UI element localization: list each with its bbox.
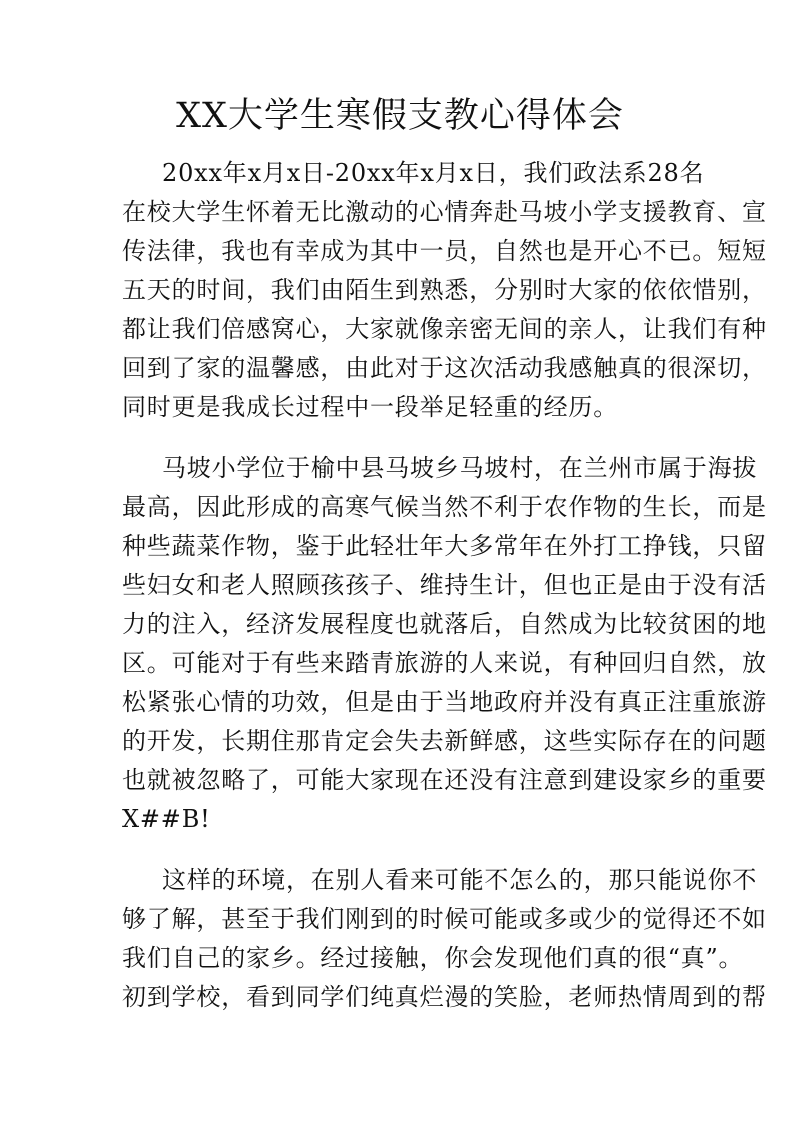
paragraph-3-line-1: 这样的环境，在别人看来可能不怎么的，那只能说你不 (162, 866, 758, 894)
paragraph-3-line-3: 我们自己的家乡。经过接触，你会发现他们真的很“真”。 (122, 944, 744, 972)
paragraph-2-line-2: 最高，因此形成的高寒气候当然不利于农作物的生长，而是 (122, 493, 767, 521)
paragraph-2-line-4: 些妇女和老人照顾孩孩子、维持生计，但也正是由于没有活 (122, 571, 767, 599)
paragraph-2-line-10: X##B! (122, 805, 211, 833)
paragraph-2-line-5: 力的注入，经济发展程度也就落后，自然成为比较贫困的地 (122, 610, 767, 638)
paragraph-1-line-7: 同时更是我成长过程中一段举足轻重的经历。 (122, 393, 618, 421)
paragraph-1-line-1: 20xx年x月x日-20xx年x月x日，我们政法系28名 (162, 159, 705, 187)
paragraph-3-line-2: 够了解，甚至于我们刚到的时候可能或多或少的觉得还不如 (122, 905, 767, 933)
paragraph-2-line-9: 也就被忽略了，可能大家现在还没有注意到建设家乡的重要 (122, 766, 767, 794)
paragraph-1-line-5: 都让我们倍感窝心，大家就像亲密无间的亲人，让我们有种 (122, 315, 767, 343)
document-title: XX大学生寒假支教心得体会 (176, 96, 624, 136)
paragraph-1-line-4: 五天的时间，我们由陌生到熟悉，分别时大家的依依惜别， (122, 276, 767, 304)
paragraph-1-line-3: 传法律，我也有幸成为其中一员，自然也是开心不已。短短 (122, 237, 767, 265)
paragraph-2-line-3: 种些蔬菜作物，鉴于此轻壮年大多常年在外打工挣钱，只留 (122, 532, 767, 560)
paragraph-1-line-2: 在校大学生怀着无比激动的心情奔赴马坡小学支援教育、宣 (122, 198, 767, 226)
paragraph-3-line-4: 初到学校，看到同学们纯真烂漫的笑脸，老师热情周到的帮 (122, 983, 767, 1011)
paragraph-2-line-7: 松紧张心情的功效，但是由于当地政府并没有真正注重旅游 (122, 688, 767, 716)
paragraph-2-line-6: 区。可能对于有些来踏青旅游的人来说，有种回归自然，放 (122, 649, 767, 677)
paragraph-2-line-1: 马坡小学位于榆中县马坡乡马坡村，在兰州市属于海拔 (162, 454, 758, 482)
paragraph-2-line-8: 的开发，长期住那肯定会失去新鲜感，这些实际存在的问题 (122, 727, 767, 755)
paragraph-1-line-6: 回到了家的温馨感，由此对于这次活动我感触真的很深切， (122, 354, 767, 382)
